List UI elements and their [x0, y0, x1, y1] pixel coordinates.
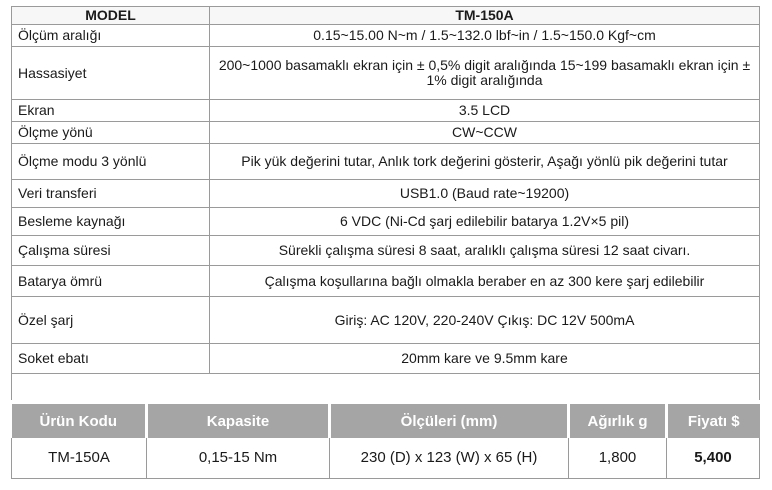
spec-value: 6 VDC (Ni-Cd şarj edilebilir batarya 1.2V×5 pil) — [210, 208, 760, 236]
spec-row — [12, 47, 760, 100]
spacer-row — [12, 374, 760, 400]
spec-row — [12, 100, 760, 122]
spec-label: Ölçme yönü — [12, 122, 210, 144]
header-product-code: Ürün Kodu — [12, 404, 147, 438]
spec-row — [12, 297, 760, 344]
spec-value: CW~CCW — [210, 122, 760, 144]
spec-row — [12, 25, 760, 47]
spec-value: Çalışma koşullarına bağlı olmakla beraber en az 300 kere şarj edilebilir — [210, 266, 760, 297]
spec-label: Ölçme modu 3 yönlü — [12, 144, 210, 180]
spec-label: Ölçüm aralığı — [12, 25, 210, 47]
header-dimensions: Ölçüleri (mm) — [330, 404, 569, 438]
weight: 1,800 — [569, 438, 667, 478]
spec-label: Ekran — [12, 100, 210, 122]
spec-value: 20mm kare ve 9.5mm kare — [210, 344, 760, 374]
price-row — [12, 438, 760, 478]
spec-value: 0.15~15.00 N~m / 1.5~132.0 lbf~in / 1.5~150.0 Kgf~cm — [210, 25, 760, 47]
spec-label: Veri transferi — [12, 180, 210, 208]
spec-row — [12, 266, 760, 297]
spec-row — [12, 180, 760, 208]
price-table — [11, 404, 760, 479]
price-header-row — [12, 404, 760, 438]
spec-label: Hassasiyet — [12, 47, 210, 100]
spec-row — [12, 144, 760, 180]
spec-value: Pik yük değerini tutar, Anlık tork değerini gösterir, Aşağı yönlü pik değerini tutar — [210, 144, 760, 180]
spec-value: Sürekli çalışma süresi 8 saat, aralıklı çalışma süresi 12 saat civarı. — [210, 236, 760, 266]
spacer-cell — [12, 374, 760, 400]
spec-label: Çalışma süresi — [12, 236, 210, 266]
spec-header-row — [12, 7, 760, 25]
dimensions: 230 (D) x 123 (W) x 65 (H) — [330, 438, 569, 478]
spec-row — [12, 236, 760, 266]
spec-row — [12, 208, 760, 236]
spec-header-label: MODEL — [12, 7, 210, 25]
spec-header-value: TM-150A — [210, 7, 760, 25]
spec-label: Özel şarj — [12, 297, 210, 344]
spec-table — [11, 6, 760, 400]
header-capacity: Kapasite — [147, 404, 330, 438]
spec-row — [12, 344, 760, 374]
spec-value: Giriş: AC 120V, 220-240V Çıkış: DC 12V 500mA — [210, 297, 760, 344]
spec-label: Soket ebatı — [12, 344, 210, 374]
spec-value: 200~1000 basamaklı ekran için ± 0,5% digit aralığında 15~199 basamaklı ekran için ± 1% digit aralığında — [210, 47, 760, 100]
spec-value: 3.5 LCD — [210, 100, 760, 122]
header-price: Fiyatı $ — [667, 404, 760, 438]
header-weight: Ağırlık g — [569, 404, 667, 438]
spec-label: Batarya ömrü — [12, 266, 210, 297]
product-code: TM-150A — [12, 438, 147, 478]
price: 5,400 — [667, 438, 760, 478]
spec-label: Besleme kaynağı — [12, 208, 210, 236]
spec-row — [12, 122, 760, 144]
spec-value: USB1.0 (Baud rate~19200) — [210, 180, 760, 208]
capacity: 0,15-15 Nm — [147, 438, 330, 478]
